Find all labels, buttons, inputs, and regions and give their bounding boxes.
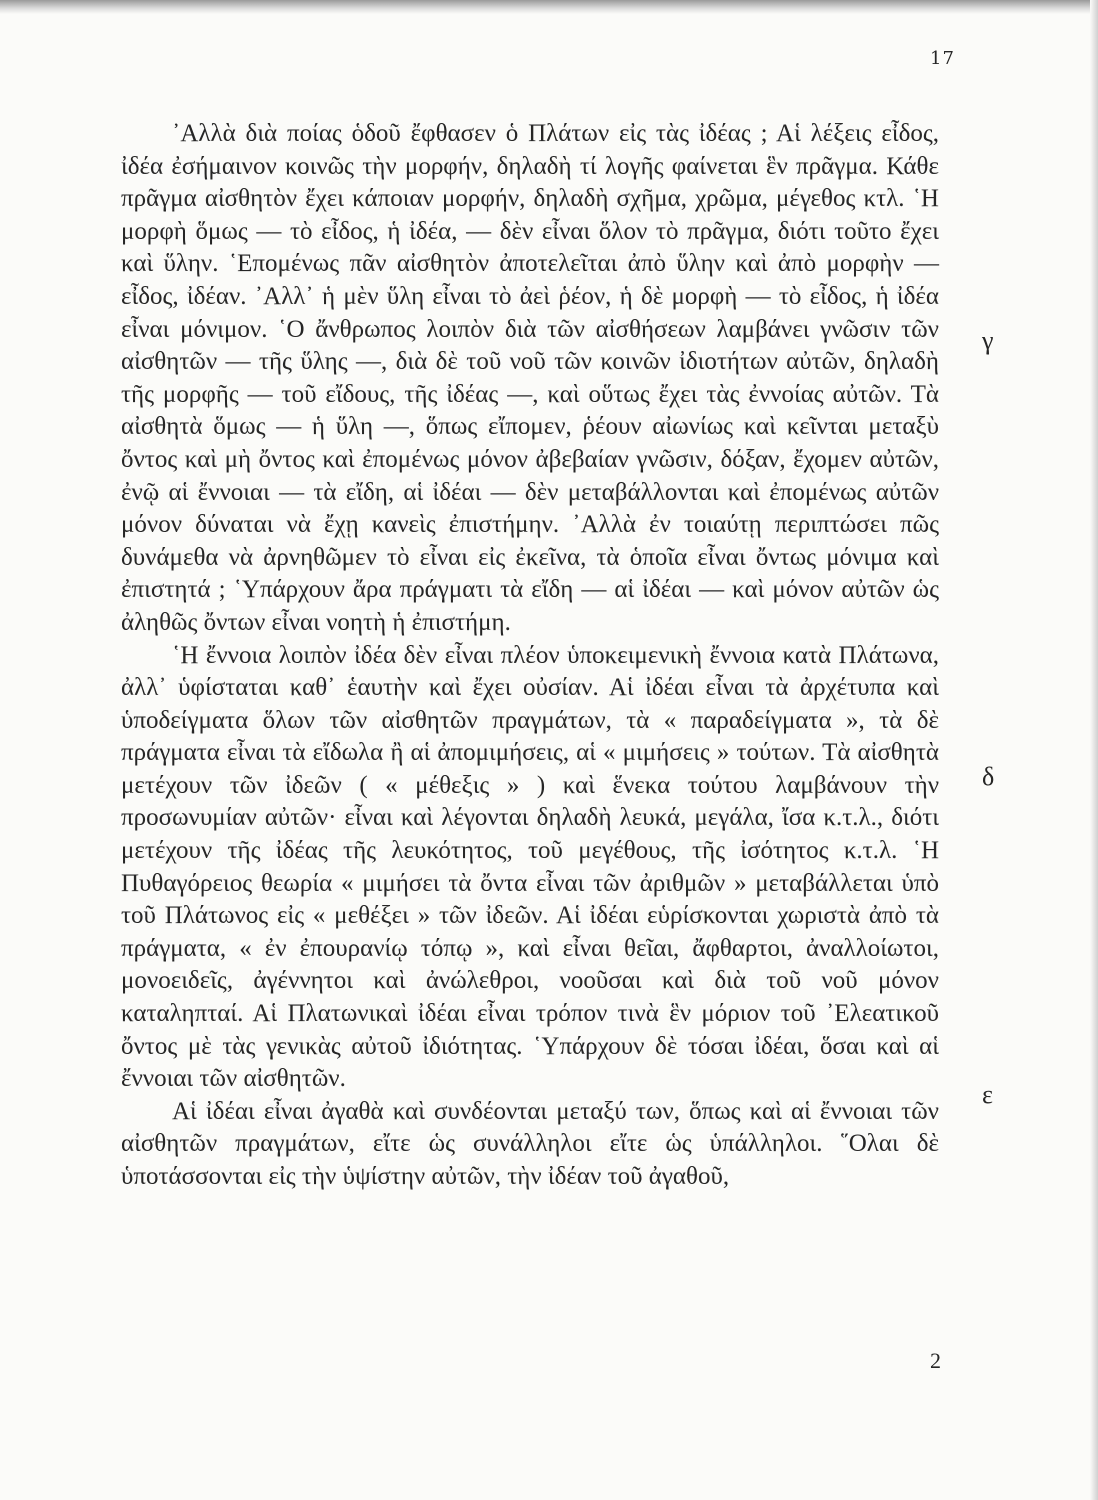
signature-mark: 2 — [930, 1348, 941, 1373]
page-number: 17 — [930, 48, 955, 69]
paragraph-1: ᾿Αλλὰ διὰ ποίας ὁδοῦ ἔφθασεν ὁ Πλάτων εἰς τὰς ἰδέας ; Αἱ λέξεις εἶδος, ἰδέα ἐσήμαινον κοινῶς τὴν μορφήν, δηλαδὴ τί λογῆς φαίνεται ἓν πρᾶγμα. Κάθε πρᾶγμα αἰσθητὸν ἔχει κάποιαν μορφήν, δηλαδὴ σχῆμα, χρῶμα, μέγεθος κτλ. ῾Η μορφὴ ὅμως — τὸ εἶδος, ἡ ἰδέα, — δὲν εἶναι ὅλον τὸ πρᾶγμα, διότι τοῦτο ἔχει καὶ ὕλην. ῾Επομένως πᾶν αἰσθητὸν ἀποτελεῖται ἀπὸ ὕλην καὶ ἀπὸ μορφὴν — εἶδος, ἰδέαν. ᾿Αλλ᾿ ἡ μὲν ὕλη εἶναι τὸ ἀεὶ ῥέον, ἡ δὲ μορφὴ — τὸ εἶδος, ἡ ἰδέα εἶναι μόνιμον. ῾Ο ἄνθρωπος λοιπὸν διὰ τῶν αἰσθήσεων λαμβάνει γνῶσιν τῶν αἰσθητῶν — τῆς ὕλης —, διὰ δὲ τοῦ νοῦ τῶν κοινῶν ἰδιοτήτων αὐτῶν, δηλαδὴ τῆς μορφῆς — τοῦ εἴδους, τῆς ἰδέας —, καὶ οὕτως ἔχει τὰς ἐννοίας αὐτῶν. Τὰ αἰσθητὰ ὅμως — ἡ ὕλη —, ὅπως εἴπομεν, ῥέουν αἰωνίως καὶ κεῖνται μεταξὺ ὄντος καὶ μὴ ὄντος καὶ ἐπομένως μόνον ἀβεβαίαν γνῶσιν, δόξαν, ἔχομεν αὐτῶν, ἐνῷ αἱ ἔννοιαι — τὰ εἴδη, αἱ ἰδέαι — δὲν μεταβάλλονται καὶ ἐπομένως αὐτῶν μόνον δύναται νὰ ἔχῃ κανεὶς ἐπιστήμην. ᾿Αλλὰ ἐν τοιαύτῃ περιπτώσει πῶς δυνάμεθα νὰ ἀρνηθῶμεν τὸ εἶναι εἰς ἐκεῖνα, τὰ ὁποῖα εἶναι ὄντως μόνιμα καὶ ἐπιστητά ; ῾Υπάρχουν ἄρα πράγματι τὰ εἴδη — αἱ ἰδέαι — καὶ μόνον αὐτῶν ὡς ἀληθῶς ὄντων εἶναι νοητὴ ἡ ἐπιστήμη. — [121, 120, 939, 636]
margin-letter-delta: δ — [982, 762, 995, 791]
scan-right-edge — [1090, 0, 1098, 1500]
scan-top-edge — [0, 0, 1098, 14]
paragraph-3: Αἱ ἰδέαι εἶναι ἀγαθὰ καὶ συνδέονται μεταξύ των, ὅπως καὶ αἱ ἔννοιαι τῶν αἰσθητῶν πραγμάτων, εἴτε ὡς συνάλληλοι εἴτε ὡς ὑπάλληλοι. ῞Ολαι δὲ ὑποτάσσονται εἰς τὴν ὑψίστην αὐτῶν, τὴν ἰδέαν τοῦ ἀγαθοῦ, — [121, 1097, 939, 1190]
margin-letter-gamma: γ — [982, 326, 994, 355]
paragraph-2: ῾Η ἔννοια λοιπὸν ἰδέα δὲν εἶναι πλέον ὑποκειμενικὴ ἔννοια κατὰ Πλάτωνα, ἀλλ᾿ ὑφίσταται καθ᾿ ἑαυτὴν καὶ ἔχει οὐσίαν. Αἱ ἰδέαι εἶναι τὰ ἀρχέτυπα καὶ ὑποδείγματα ὅλων τῶν αἰσθητῶν πραγμάτων, τὰ « παραδείγματα », τὰ δὲ πράγματα εἶναι τὰ εἴδωλα ἢ αἱ ἀπομιμήσεις, αἱ « μιμήσεις » τούτων. Τὰ αἰσθητὰ μετέχουν τῶν ἰδεῶν ( « μέθεξις » ) καὶ ἕνεκα τούτου λαμβάνουν τὴν προσωνυμίαν αὐτῶν· εἶναι καὶ λέγονται δηλαδὴ λευκά, μεγάλα, ἴσα κ.τ.λ., διότι μετέχουν τῆς ἰδέας τῆς λευκότητος, τοῦ μεγέθους, τῆς ἰσότητος κ.τ.λ. ῾Η Πυθαγόρειος θεωρία « μιμήσει τὰ ὄντα εἶναι τῶν ἀριθμῶν » μεταβάλλεται ὑπὸ τοῦ Πλάτωνος εἰς « μεθέξει » τῶν ἰδεῶν. Αἱ ἰδέαι εὑρίσκονται χωριστὰ ἀπὸ τὰ πράγματα, « ἐν ἐπουρανίῳ τόπῳ », καὶ εἶναι θεῖαι, ἄφθαρτοι, ἀναλλοίωτοι, μονοειδεῖς, ἀγέννητοι καὶ ἀνώλεθροι, νοοῦσαι καὶ διὰ τοῦ νοῦ μόνον καταληπταί. Αἱ Πλατωνικαὶ ἰδέαι εἶναι τρόπον τινὰ ἓν μόριον τοῦ ᾿Ελεατικοῦ ὄντος μὲ τὰς γενικὰς αὐτοῦ ἰδιότητας. ῾Υπάρχουν δὲ τόσαι ἰδέαι, ὅσαι καὶ αἱ ἔννοιαι τῶν αἰσθητῶν. — [121, 641, 939, 1093]
body-text — [121, 118, 939, 1194]
margin-letter-epsilon: ε — [982, 1080, 993, 1109]
